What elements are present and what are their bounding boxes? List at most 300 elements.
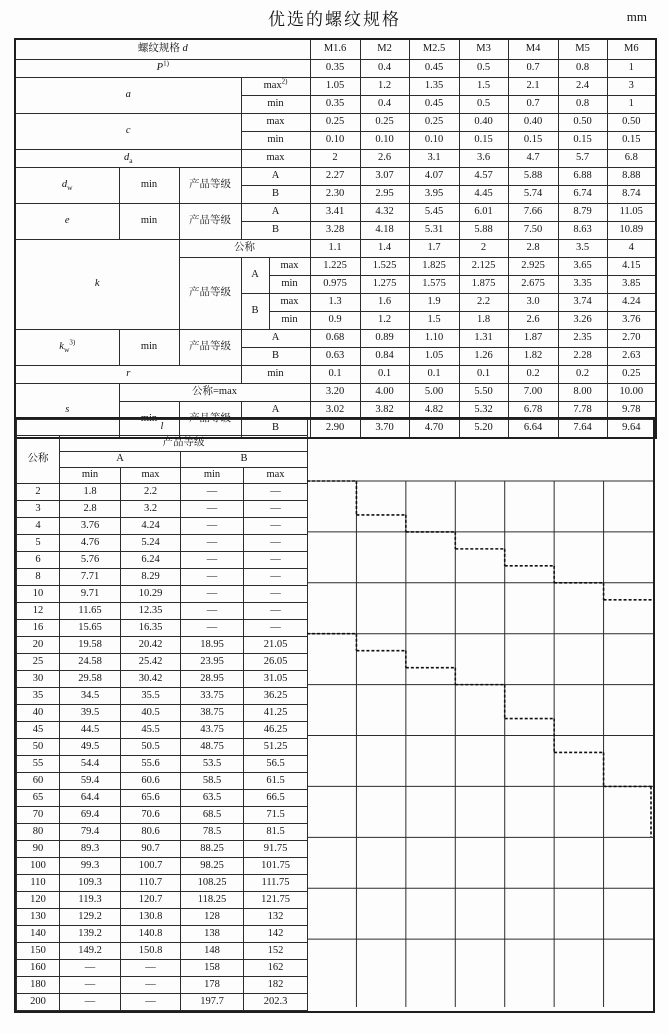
l-value-cell: — [60,977,121,994]
spec-value-cell: 0.2 [508,366,558,384]
l-value-cell: 50.5 [121,739,181,756]
l-value-cell: 53.5 [181,756,244,773]
spec-value-cell: 1.575 [409,276,459,294]
l-value-cell: — [244,586,308,603]
spec-value-cell: 0.45 [409,96,459,114]
da-max-label: max [241,150,310,168]
l-value-cell: 30.42 [121,671,181,688]
l-nominal-cell: 80 [17,824,60,841]
l-value-cell: 81.5 [244,824,308,841]
s-min-label: min [119,402,179,439]
spec-value-cell: 5.20 [459,420,508,439]
l-value-cell: 108.25 [181,875,244,892]
l-value-cell: 89.3 [60,841,121,858]
l-value-cell: 15.65 [60,620,121,637]
l-value-cell: 35.5 [121,688,181,705]
l-row [17,654,308,671]
length-section [14,417,655,1013]
l-value-cell: — [181,484,244,501]
l-nominal-cell: 150 [17,943,60,960]
l-value-cell: — [244,535,308,552]
l-value-cell: 68.5 [181,807,244,824]
spec-value-cell: 0.50 [607,114,656,132]
l-value-cell: 88.25 [181,841,244,858]
l-value-cell: — [181,501,244,518]
l-value-cell: — [181,603,244,620]
l-value-cell: 100.7 [121,858,181,875]
l-value-cell: 66.5 [244,790,308,807]
spec-value-cell: 3.70 [360,420,409,439]
k-A-max-label: max [269,258,310,276]
spec-value-cell: 3.5 [558,240,607,258]
l-nominal-cell: 45 [17,722,60,739]
l-value-cell: 142 [244,926,308,943]
l-value-cell: 20.42 [121,637,181,654]
l-value-cell: 11.65 [60,603,121,620]
k-B-max-label: max [269,294,310,312]
spec-value-cell: 5.00 [409,384,459,402]
l-nominal-cell: 5 [17,535,60,552]
l-row [17,705,308,722]
l-value-cell: — [181,620,244,637]
l-value-cell: 38.75 [181,705,244,722]
spec-value-cell: 0.8 [558,96,607,114]
spec-value-cell: 3.20 [310,384,360,402]
spec-value-cell: 6.01 [459,204,508,222]
size-header: M3 [459,39,508,60]
l-row [17,773,308,790]
l-value-cell: 158 [181,960,244,977]
spec-value-cell: 5.88 [508,168,558,186]
l-value-cell: 80.6 [121,824,181,841]
l-value-cell: 12.35 [121,603,181,620]
l-value-cell: 2.8 [60,501,121,518]
l-value-cell: 3.2 [121,501,181,518]
spec-value-cell: 0.1 [409,366,459,384]
l-B-min-label: min [181,468,244,484]
spec-value-cell: 1.2 [360,312,409,330]
l-value-cell: 152 [244,943,308,960]
l-row [17,739,308,756]
r-min-label: min [241,366,310,384]
l-grade-row [17,436,308,452]
spec-value-cell: 3.74 [558,294,607,312]
l-value-cell: 197.7 [181,994,244,1011]
l-value-cell: 19.58 [60,637,121,654]
spec-value-cell: 0.35 [310,60,360,78]
l-nominal-cell: 55 [17,756,60,773]
l-nominal-cell: 16 [17,620,60,637]
l-value-cell: 43.75 [181,722,244,739]
spec-value-cell: 1.275 [360,276,409,294]
spec-value-cell: 2 [310,150,360,168]
spec-value-cell: 0.15 [558,132,607,150]
spec-value-cell: 0.25 [607,366,656,384]
spec-value-cell: 0.15 [607,132,656,150]
spec-value-cell: 8.63 [558,222,607,240]
grade-A-label: A [241,330,310,348]
spec-value-cell: 7.66 [508,204,558,222]
unit-label: mm [626,9,647,24]
grade-A-label: A [241,168,310,186]
l-value-cell: 3.76 [60,518,121,535]
spec-value-cell: 8.00 [558,384,607,402]
l-row [17,824,308,841]
spec-value-cell: 2.6 [360,150,409,168]
l-row [17,909,308,926]
l-value-cell: 6.24 [121,552,181,569]
l-row [17,501,308,518]
spec-value-cell: 3.28 [310,222,360,240]
kw-grade-label: 产品等级 [179,330,241,366]
c-min-label: min [241,132,310,150]
l-nominal-cell: 140 [17,926,60,943]
l-nominal-cell: 160 [17,960,60,977]
spec-value-cell: 1.82 [508,348,558,366]
l-value-cell: 2.2 [121,484,181,501]
l-value-cell: 1.8 [60,484,121,501]
l-nominal-cell: 180 [17,977,60,994]
l-nominal-cell: 200 [17,994,60,1011]
l-row [17,858,308,875]
spec-value-cell: 0.68 [310,330,360,348]
spec-value-cell: 1.3 [310,294,360,312]
spec-value-cell: 2.2 [459,294,508,312]
spec-value-cell: 0.89 [360,330,409,348]
l-row [17,484,308,501]
spec-value-cell: 2 [459,240,508,258]
l-value-cell: 5.24 [121,535,181,552]
l-value-cell: 36.25 [244,688,308,705]
l-row [17,892,308,909]
l-value-cell: 28.95 [181,671,244,688]
l-row [17,994,308,1011]
l-value-cell: 55.6 [121,756,181,773]
l-value-cell: — [121,977,181,994]
spec-value-cell: 1.5 [409,312,459,330]
size-header: M2.5 [409,39,459,60]
param-r: r [15,366,241,384]
spec-value-cell: 3.1 [409,150,459,168]
l-value-cell: — [181,518,244,535]
l-value-cell: 24.58 [60,654,121,671]
param-kw: $k_w^{3)}$ [15,330,119,366]
row-P [15,60,656,78]
l-value-cell: — [181,586,244,603]
spec-value-cell: 2.925 [508,258,558,276]
page-title: 优选的螺纹规格 [268,10,401,29]
l-value-cell: 34.5 [60,688,121,705]
spec-value-cell: 1.825 [409,258,459,276]
spec-value-cell: 5.45 [409,204,459,222]
spec-value-cell: 4.15 [607,258,656,276]
spec-value-cell: 5.31 [409,222,459,240]
l-nominal-cell: 4 [17,518,60,535]
spec-value-cell: 4.82 [409,402,459,420]
l-value-cell: — [244,569,308,586]
row-dw-A [15,168,656,186]
thread-spec-table [14,38,657,439]
l-value-cell: 7.71 [60,569,121,586]
l-value-cell: — [244,518,308,535]
spec-value-cell: 7.78 [558,402,607,420]
l-row [17,943,308,960]
l-value-cell: 51.25 [244,739,308,756]
l-title-row [17,420,308,436]
spec-value-cell: 1.5 [459,78,508,96]
l-nominal-cell: 20 [17,637,60,654]
spec-value-cell: 0.35 [310,96,360,114]
l-grade-B-label: B [181,452,308,468]
l-value-cell: 39.5 [60,705,121,722]
l-value-cell: 110.7 [121,875,181,892]
spec-value-cell: 8.74 [607,186,656,204]
spec-value-cell: 1.225 [310,258,360,276]
l-nominal-cell: 70 [17,807,60,824]
l-value-cell: 10.29 [121,586,181,603]
dw-min-label: min [119,168,179,204]
spec-value-cell: 2.27 [310,168,360,186]
l-value-cell: 130.8 [121,909,181,926]
spec-value-cell: 2.1 [508,78,558,96]
spec-value-cell: 1.10 [409,330,459,348]
l-nominal-cell: 60 [17,773,60,790]
l-nominal-cell: 12 [17,603,60,620]
l-value-cell: 79.4 [60,824,121,841]
spec-value-cell: 1.525 [360,258,409,276]
l-value-cell: 109.3 [60,875,121,892]
spec-value-cell: 11.05 [607,204,656,222]
spec-value-cell: 1.8 [459,312,508,330]
row-s-nominal [15,384,656,402]
l-value-cell: 138 [181,926,244,943]
l-nominal-cell: 6 [17,552,60,569]
l-value-cell: 29.58 [60,671,121,688]
spec-value-cell: 1.6 [360,294,409,312]
grade-B-label: B [241,294,269,330]
param-s: s [15,384,119,439]
l-value-cell: — [121,960,181,977]
l-value-cell: 69.4 [60,807,121,824]
spec-value-cell: 4.00 [360,384,409,402]
l-value-cell: 119.3 [60,892,121,909]
l-minmax-row [17,468,308,484]
spec-value-cell: 3.35 [558,276,607,294]
l-row [17,569,308,586]
l-A-min-label: min [60,468,121,484]
spec-value-cell: 4.32 [360,204,409,222]
spec-value-cell: 0.4 [360,96,409,114]
spec-value-cell: 0.40 [459,114,508,132]
l-row [17,552,308,569]
l-value-cell: 23.95 [181,654,244,671]
size-header-row [15,39,656,60]
size-header: M2 [360,39,409,60]
l-row [17,535,308,552]
row-e-A [15,204,656,222]
l-row [17,637,308,654]
spec-value-cell: 4.18 [360,222,409,240]
spec-value-cell: 5.32 [459,402,508,420]
spec-value-cell: 0.25 [409,114,459,132]
spec-value-cell: 1.87 [508,330,558,348]
l-row [17,790,308,807]
spec-value-cell: 3.82 [360,402,409,420]
l-value-cell: 129.2 [60,909,121,926]
spec-value-cell: 0.4 [360,60,409,78]
l-row [17,671,308,688]
l-value-cell: — [244,484,308,501]
spec-value-cell: 6.88 [558,168,607,186]
size-header: M6 [607,39,656,60]
grade-A-label: A [241,258,269,294]
l-row [17,586,308,603]
length-range-chart [307,419,653,1007]
spec-value-cell: 6.8 [607,150,656,168]
spec-value-cell: 1.05 [409,348,459,366]
l-value-cell: 148 [181,943,244,960]
spec-value-cell: 0.5 [459,96,508,114]
grade-A-label: A [241,204,310,222]
l-row [17,926,308,943]
l-value-cell: 202.3 [244,994,308,1011]
spec-value-cell: 3.0 [508,294,558,312]
spec-value-cell: 8.88 [607,168,656,186]
spec-value-cell: 1.4 [360,240,409,258]
l-value-cell: 58.5 [181,773,244,790]
spec-value-cell: 0.50 [558,114,607,132]
l-nominal-cell: 8 [17,569,60,586]
param-a: a [15,78,241,114]
spec-value-cell: 4.7 [508,150,558,168]
spec-value-cell: 0.975 [310,276,360,294]
l-value-cell: — [60,994,121,1011]
spec-value-cell: 0.10 [310,132,360,150]
l-value-cell: 25.42 [121,654,181,671]
l-value-cell: 48.75 [181,739,244,756]
l-value-cell: 40.5 [121,705,181,722]
spec-value-cell: 0.9 [310,312,360,330]
l-nominal-cell: 130 [17,909,60,926]
l-row [17,518,308,535]
param-c: c [15,114,241,150]
l-value-cell: 139.2 [60,926,121,943]
length-table [16,419,308,1011]
spec-value-cell: 3.85 [607,276,656,294]
spec-value-cell: 2.95 [360,186,409,204]
row-k-nominal [15,240,656,258]
size-header: M1.6 [310,39,360,60]
spec-value-cell: 2.30 [310,186,360,204]
param-P: $P^{1)}$ [15,60,310,78]
l-value-cell: 9.71 [60,586,121,603]
l-value-cell: 70.6 [121,807,181,824]
param-da: $d_a$ [15,150,241,168]
l-value-cell: 4.76 [60,535,121,552]
spec-value-cell: 3.95 [409,186,459,204]
spec-value-cell: 0.1 [459,366,508,384]
spec-value-cell: 6.64 [508,420,558,439]
spec-value-cell: 3 [607,78,656,96]
l-value-cell: 46.25 [244,722,308,739]
spec-value-cell: 2.675 [508,276,558,294]
l-value-cell: — [181,535,244,552]
l-value-cell: 132 [244,909,308,926]
spec-value-cell: 5.74 [508,186,558,204]
l-nominal-cell: 3 [17,501,60,518]
s-grade-label: 产品等级 [179,402,241,439]
l-grade-A-label: A [60,452,181,468]
spec-value-cell: 6.78 [508,402,558,420]
spec-value-cell: 9.78 [607,402,656,420]
e-grade-label: 产品等级 [179,204,241,240]
spec-value-cell: 0.7 [508,96,558,114]
spec-value-cell: 4 [607,240,656,258]
l-value-cell: 5.76 [60,552,121,569]
l-value-cell: 44.5 [60,722,121,739]
spec-value-cell: 0.40 [508,114,558,132]
grade-B-label: B [241,186,310,204]
l-value-cell: 98.25 [181,858,244,875]
grade-B-label: B [241,348,310,366]
l-nominal-cell: 40 [17,705,60,722]
grade-A-label: A [241,402,310,420]
spec-value-cell: 0.10 [360,132,409,150]
spec-value-cell: 0.15 [459,132,508,150]
spec-value-cell: 2.63 [607,348,656,366]
spec-value-cell: 1 [607,60,656,78]
spec-value-cell: 2.90 [310,420,360,439]
size-header: M5 [558,39,607,60]
spec-value-cell: 3.6 [459,150,508,168]
spec-value-cell: 4.45 [459,186,508,204]
kw-min-label: min [119,330,179,366]
spec-value-cell: 0.10 [409,132,459,150]
k-A-min-label: min [269,276,310,294]
spec-value-cell: 0.2 [558,366,607,384]
param-e: e [15,204,119,240]
l-nominal-cell: 110 [17,875,60,892]
spec-value-cell: 2.4 [558,78,607,96]
spec-value-cell: 8.79 [558,204,607,222]
l-value-cell: 4.24 [121,518,181,535]
spec-value-cell: 1.7 [409,240,459,258]
grade-B-label: B [241,420,310,439]
l-value-cell: 162 [244,960,308,977]
l-value-cell: — [244,603,308,620]
dw-grade-label: 产品等级 [179,168,241,204]
l-value-cell: 118.25 [181,892,244,909]
thread-spec-label: 螺纹规格 d [15,39,310,60]
l-value-cell: 91.75 [244,841,308,858]
spec-value-cell: 7.00 [508,384,558,402]
l-value-cell: 8.29 [121,569,181,586]
spec-value-cell: 3.26 [558,312,607,330]
l-value-cell: 45.5 [121,722,181,739]
spec-value-cell: 4.24 [607,294,656,312]
l-value-cell: — [244,552,308,569]
l-row [17,603,308,620]
l-nominal-cell: 35 [17,688,60,705]
l-value-cell: 41.25 [244,705,308,722]
spec-value-cell: 4.07 [409,168,459,186]
spec-value-cell: 10.00 [607,384,656,402]
l-value-cell: 101.75 [244,858,308,875]
l-row [17,722,308,739]
spec-value-cell: 0.7 [508,60,558,78]
spec-value-cell: 2.6 [508,312,558,330]
l-value-cell: 78.5 [181,824,244,841]
